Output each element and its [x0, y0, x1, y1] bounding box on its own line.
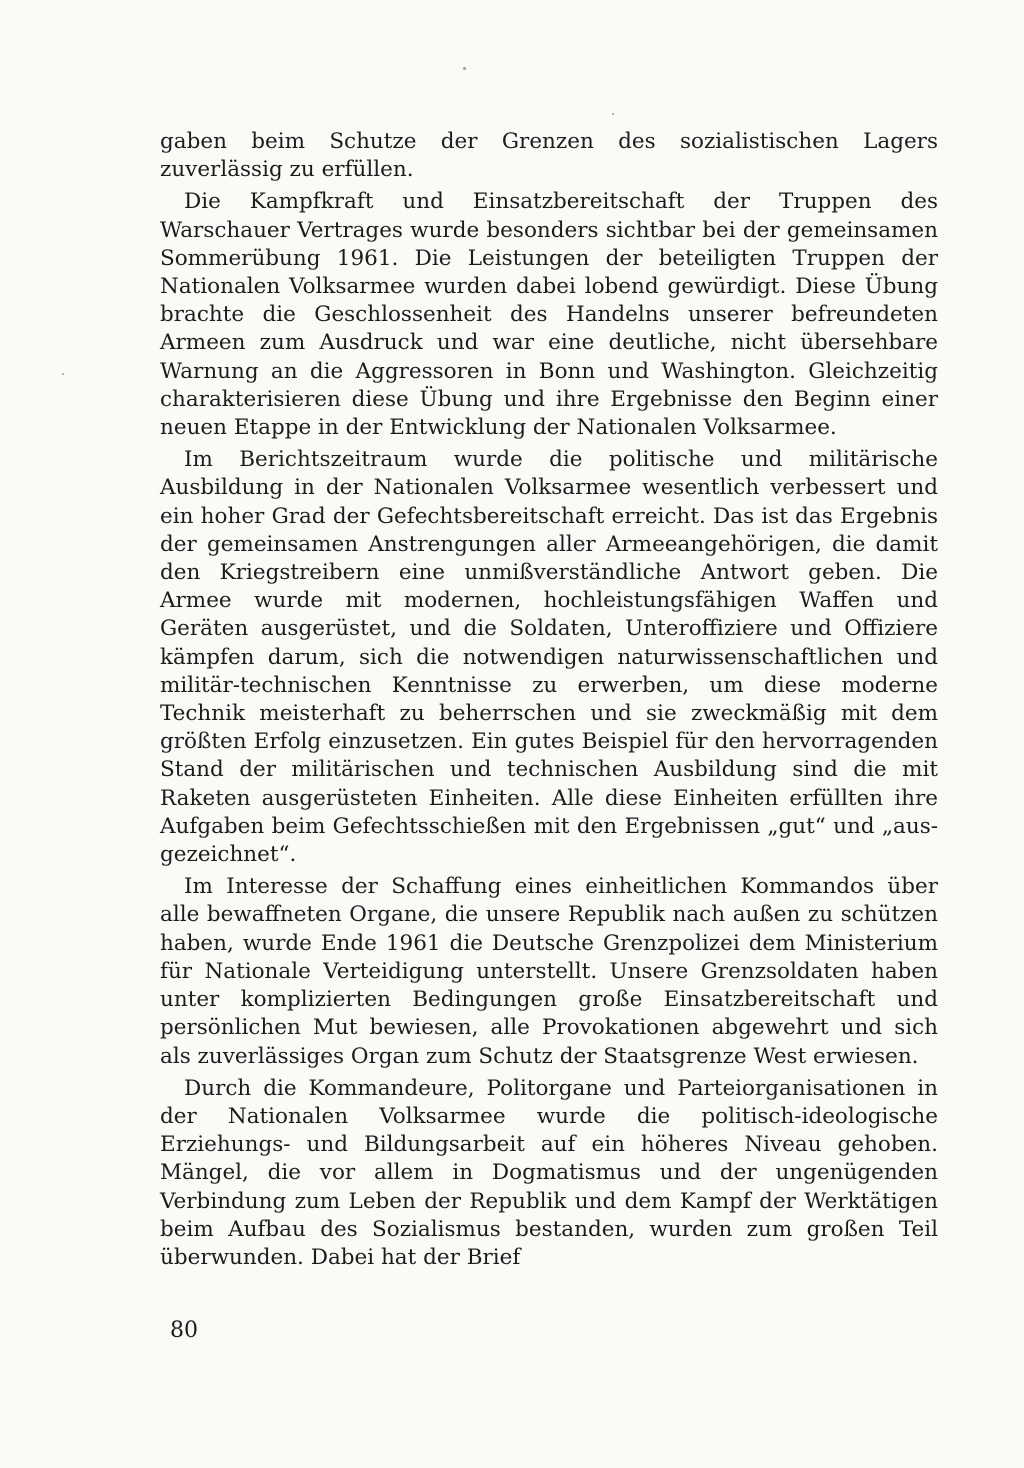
paragraph-2: Die Kampfkraft und Einsatzbereitschaft der Truppen des Warschauer Vertrages wurde besonders sichtbar bei der gemeinsamen Sommerübung 1961. Die Leistungen der beteiligten Truppen der Nationalen Volksarmee wurden dabei lobend gewürdigt. Diese Übung brachte die Geschlossenheit des Handelns unserer befreundeten Armeen zum Ausdruck und war eine deutliche, nicht übersehbare Warnung an die Aggressoren in Bonn und Washington. Gleichzeitig charakterisieren diese Übung und ihre Ergebnisse den Beginn einer neuen Etappe in der Entwicklung der Nationalen Volksarmee.	[160, 189, 938, 441]
page-body	[160, 128, 938, 1276]
paragraph-1: gaben beim Schutze der Grenzen des sozialistischen Lagers zuverlässig zu erfüllen.	[160, 129, 938, 183]
page-number: 80	[170, 1318, 198, 1343]
scan-speck	[612, 113, 614, 115]
paragraph-3: Im Berichtszeitraum wurde die politische und militärische Ausbildung in der Nationalen Volksarmee wesentlich verbessert und ein hoher Grad der Gefechtsbereitschaft erreicht. Das ist das Ergebnis der gemeinsamen Anstrengungen aller Armeeangehörigen, die damit den Kriegstreibern eine unmißverständliche Antwort geben. Die Armee wurde mit modernen, hochleistungsfähigen Waffen und Geräten ausgerüstet, und die Soldaten, Unteroffiziere und Offiziere kämpfen darum, sich die notwendigen naturwissenschaftlichen und militär-technischen Kenntnisse zu erwerben, um diese moderne Technik meisterhaft zu beherrschen und sie zweckmäßig mit dem größten Erfolg einzusetzen. Ein gutes Beispiel für den hervorragenden Stand der militärischen und technischen Ausbildung sind die mit Raketen ausgerüsteten Einheiten. Alle diese Einheiten erfüllten ihre Aufgaben beim Gefechtsschießen mit den Ergebnissen „gut“ und „ausgezeichnet“.	[160, 447, 938, 868]
paragraph-5: Durch die Kommandeure, Politorgane und Parteiorganisationen in der Nationalen Volksarmee wurde die politisch-ideologische Erziehungs- und Bildungsarbeit auf ein höheres Niveau gehoben. Mängel, die vor allem in Dogmatismus und der ungenügenden Verbindung zum Leben der Republik und dem Kampf der Werktätigen beim Aufbau des Sozialismus bestanden, wurden zum großen Teil überwunden. Dabei hat der Brief	[160, 1075, 938, 1270]
scan-speck	[62, 373, 64, 375]
paragraph-4: Im Interesse der Schaffung eines einheitlichen Kommandos über alle bewaffneten Organe, die unsere Republik nach außen zu schützen haben, wurde Ende 1961 die Deutsche Grenzpolizei dem Ministerium für Nationale Verteidigung unterstellt. Unsere Grenzsoldaten haben unter komplizierten Bedingungen große Einsatzbereitschaft und persönlichen Mut bewiesen, alle Provokationen abgewehrt und sich als zuverlässiges Organ zum Schutz der Staatsgrenze West erwiesen.	[160, 874, 938, 1069]
scan-speck	[463, 67, 466, 70]
